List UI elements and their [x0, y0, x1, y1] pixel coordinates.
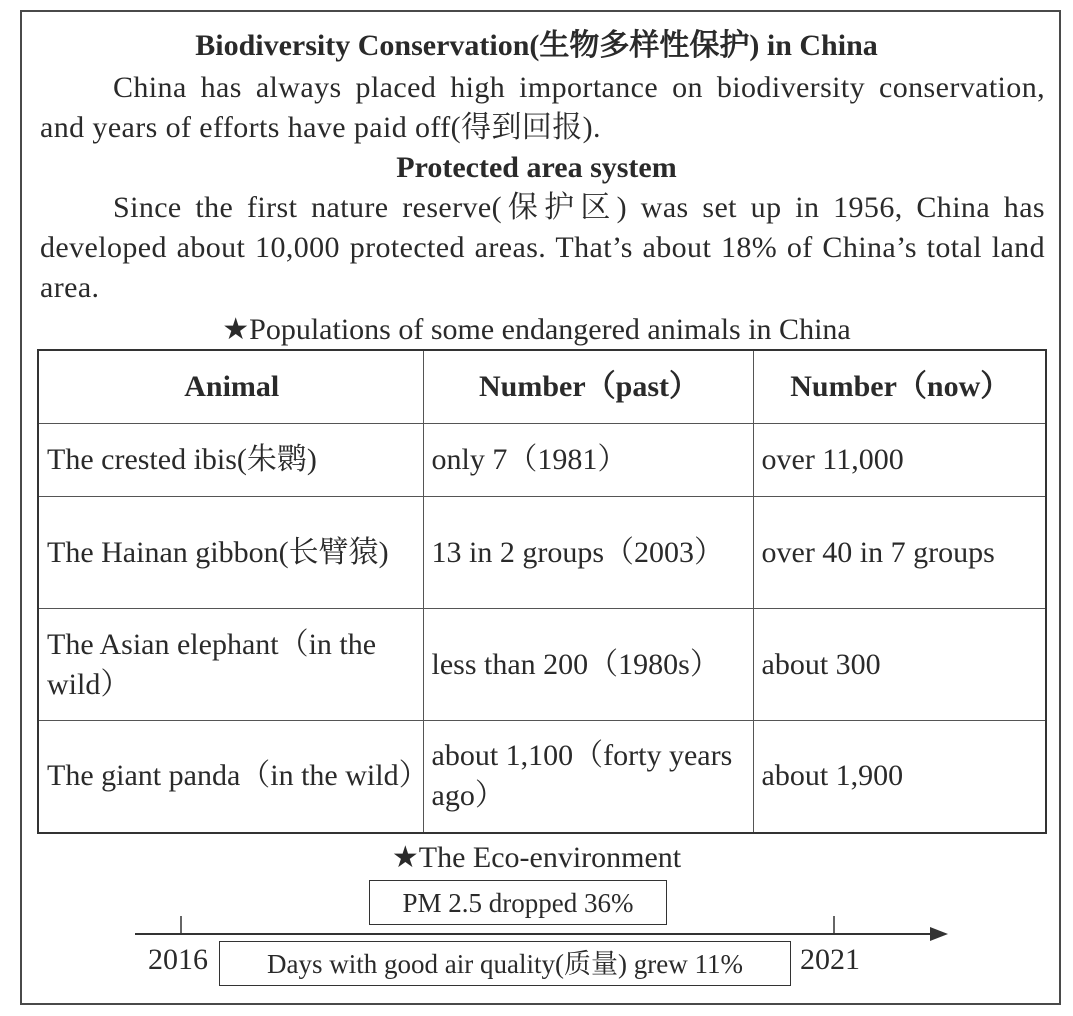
past-number-cell: about 1,100（forty years ago）: [423, 721, 753, 833]
start-year: 2016: [148, 943, 208, 976]
pm25-note: PM 2.5 dropped 36%: [369, 880, 667, 925]
current-number-cell: over 11,000: [753, 424, 1046, 497]
intro-text: China has always placed high importance on biodiversity conservation, and years of efforts have paid off(得到回报).: [40, 71, 1045, 144]
air-quality-note: Days with good air quality(质量) grew 11%: [219, 941, 791, 986]
protected-area-text: Since the first nature reserve(保护区) was set up in 1956, China has developed about 10,000 protected areas. That’s about 18% of China’s total land area.: [40, 191, 1045, 304]
past-number-cell: 13 in 2 groups（2003）: [423, 497, 753, 609]
header-number-past: Number（past）: [423, 350, 753, 424]
current-number-cell: about 1,900: [753, 721, 1046, 833]
timeline-arrow-icon: [930, 927, 948, 941]
table-caption: ★Populations of some endangered animals in China: [222, 313, 851, 346]
animal-cell: The giant panda（in the wild）: [38, 721, 423, 833]
past-number-cell: only 7（1981）: [423, 424, 753, 497]
animal-cell: The Hainan gibbon(长臂猿): [38, 497, 423, 609]
past-number-cell: less than 200（1980s）: [423, 609, 753, 721]
current-number-cell: about 300: [753, 609, 1046, 721]
eco-environment-title: ★The Eco-environment: [391, 841, 682, 874]
animal-cell: The Asian elephant（in the wild）: [38, 609, 423, 721]
header-number-now: Number（now）: [753, 350, 1046, 424]
end-year: 2021: [800, 943, 860, 976]
animal-cell: The crested ibis(朱鹮): [38, 424, 423, 497]
header-animal: Animal: [38, 350, 423, 424]
section-heading: Protected area system: [396, 151, 677, 184]
current-number-cell: over 40 in 7 groups: [753, 497, 1046, 609]
page-title: Biodiversity Conservation(生物多样性保护) in China: [195, 29, 878, 62]
